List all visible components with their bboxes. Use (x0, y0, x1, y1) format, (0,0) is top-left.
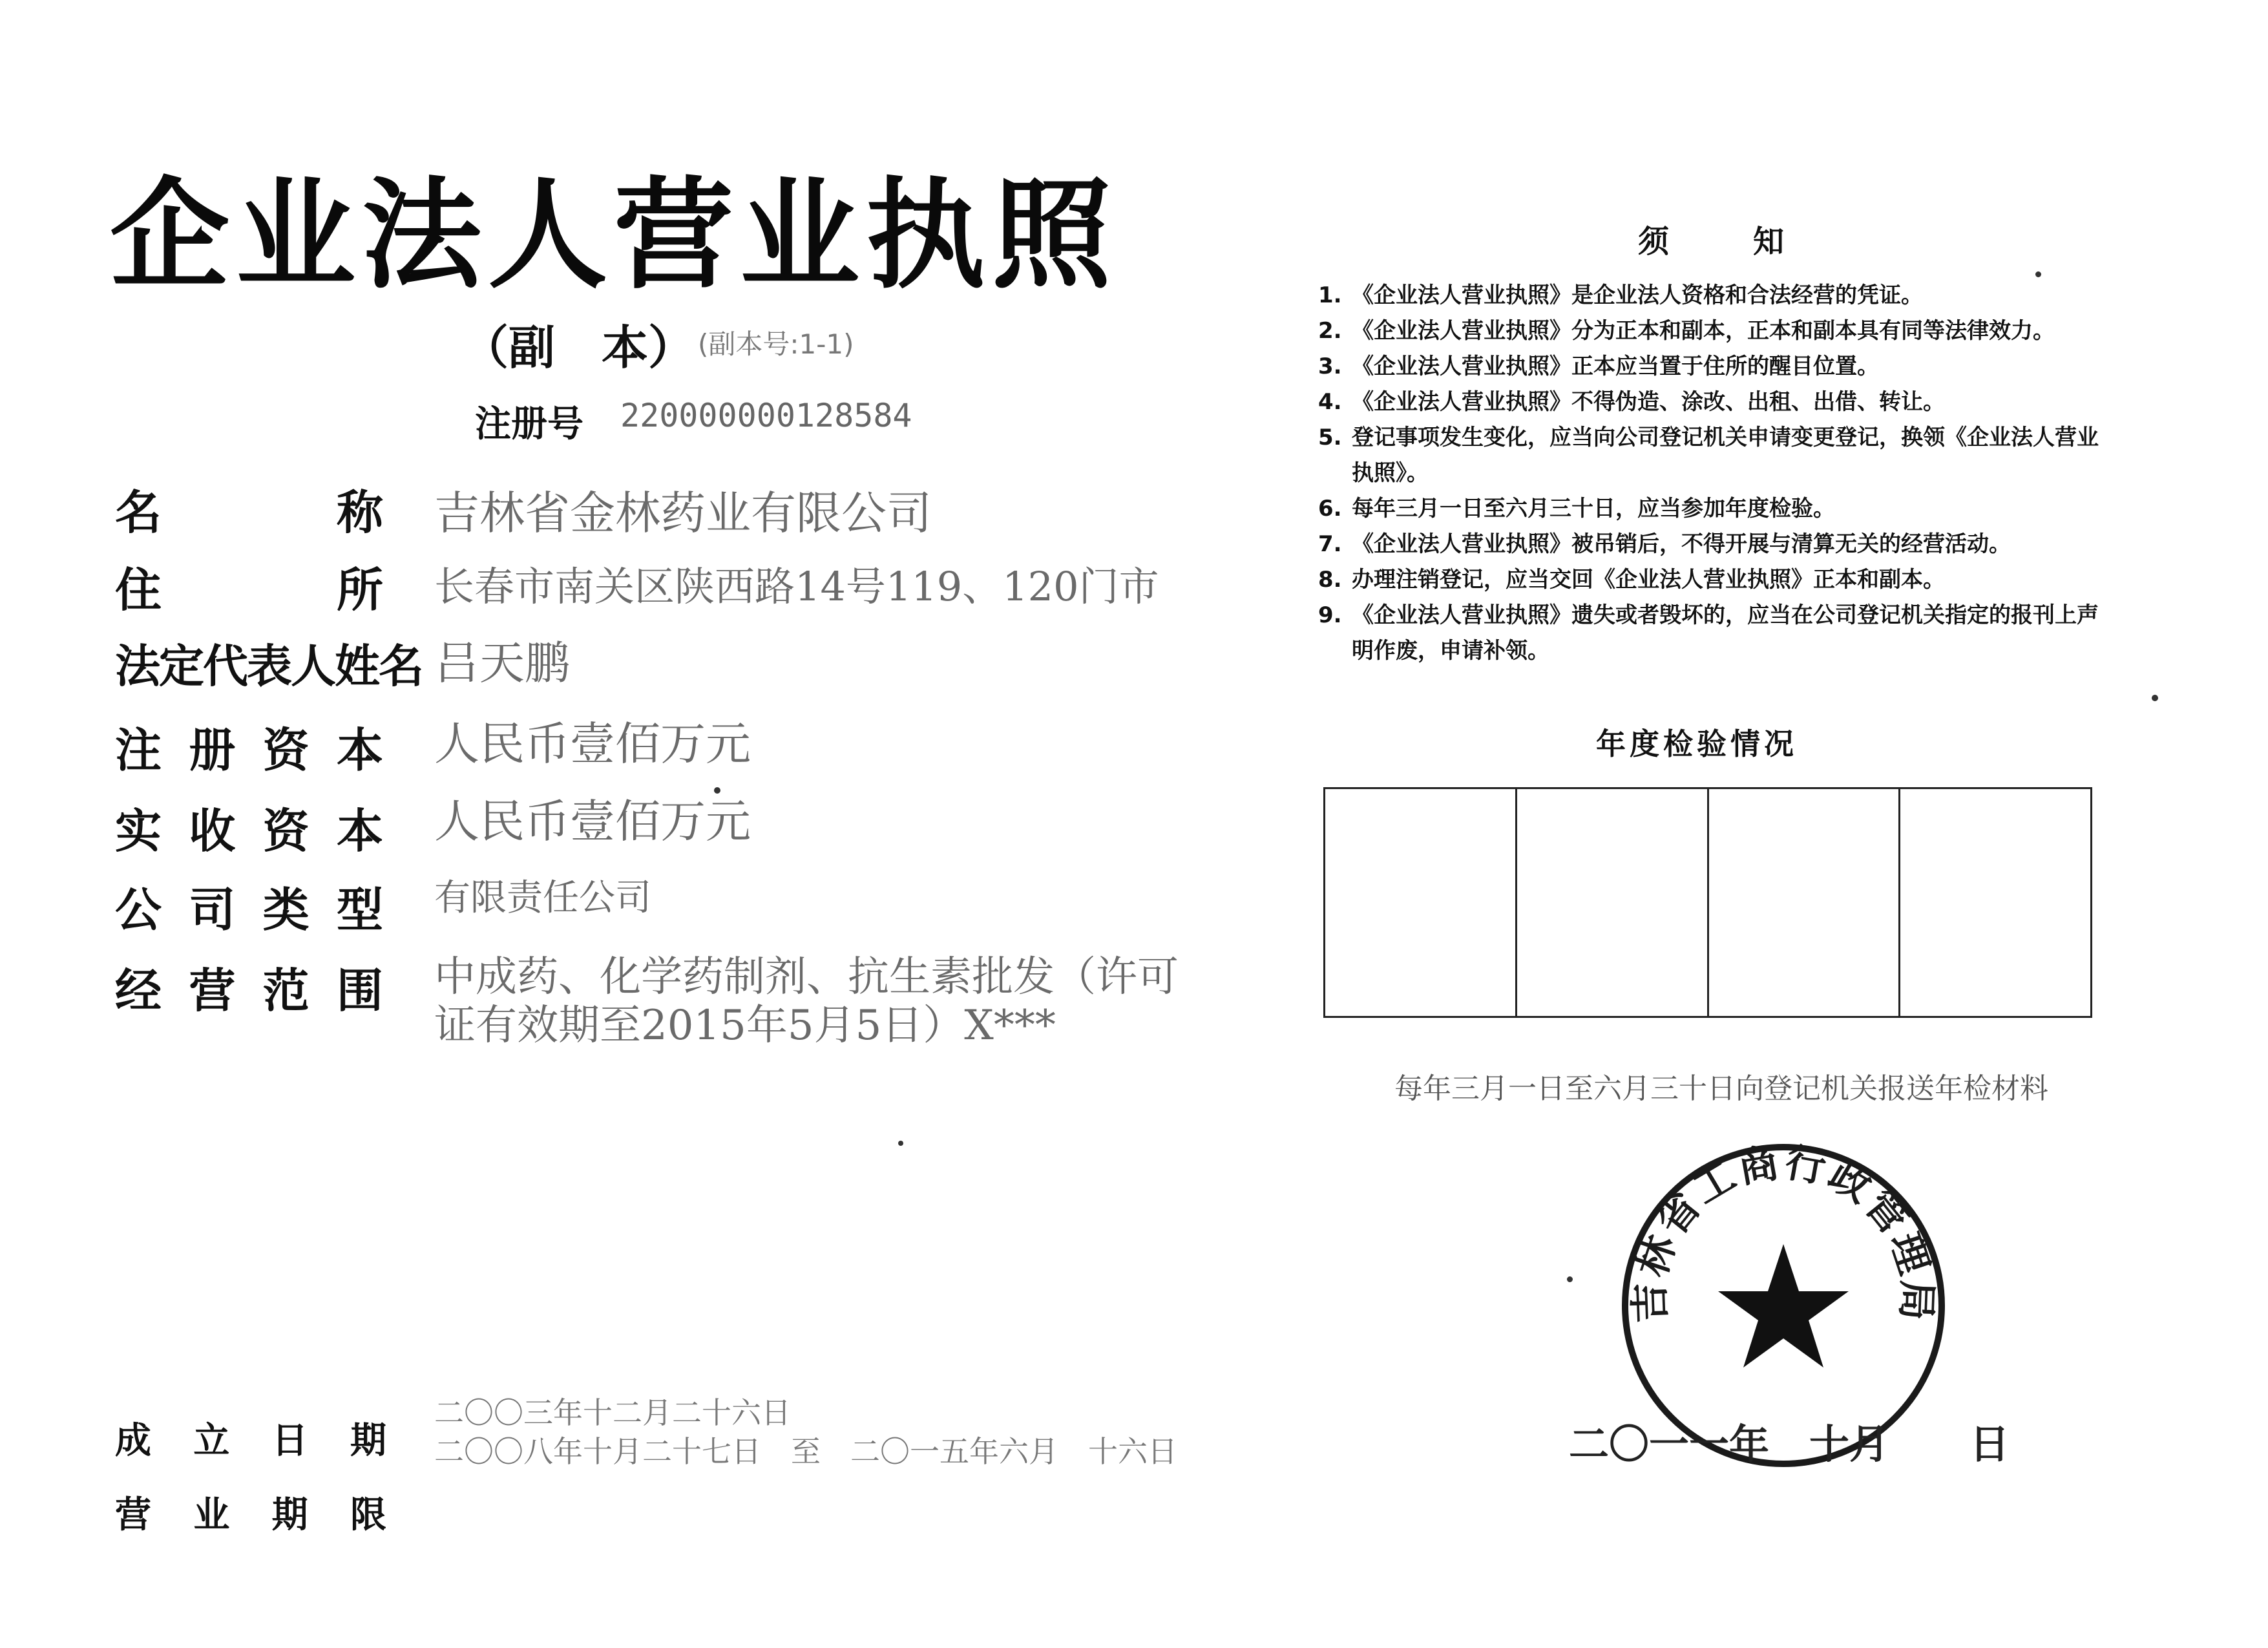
notice-title: 须知 (1638, 224, 1869, 260)
established-value: 二〇〇三年十二月二十六日 (434, 1395, 791, 1430)
copy-number: (副本号:1-1) (698, 328, 854, 360)
inspection-cell (1900, 789, 2090, 1016)
issue-date: 二〇一一年 十月 日 (1569, 1421, 2010, 1468)
copy-label: （副 本） (462, 321, 695, 375)
inspection-cell (1517, 789, 1709, 1016)
address-value: 长春市南关区陕西路14号119、120门市 (434, 563, 1159, 610)
seal-star-icon (1718, 1244, 1849, 1368)
notice-item: 5. 登记事项发生变化，应当向公司登记机关申请变更登记，换领《企业法人营业执照》。 (1318, 425, 2099, 486)
registered-capital-label: 注册资本 (115, 723, 383, 777)
inspection-cell (1709, 789, 1901, 1016)
paid-capital-value: 人民币壹佰万元 (434, 795, 751, 848)
name-label: 名 称 (115, 485, 383, 540)
legal-rep-label: 法定代表人姓名 (115, 640, 423, 693)
scan-speck (2035, 271, 2041, 277)
license-title: 企业法人营业执照 (110, 165, 1118, 305)
scan-speck (2152, 695, 2158, 701)
term-label: 营业期限 (115, 1494, 386, 1536)
term-value: 二〇〇八年十月二十七日 至 二〇一五年六月 十六日 (434, 1434, 1177, 1469)
business-scope-line1: 中成药、化学药制剂、抗生素批发（许可 (434, 953, 1179, 1001)
notice-item: 7. 《企业法人营业执照》被吊销后，不得开展与清算无关的经营活动。 (1318, 531, 2011, 557)
paid-capital-label: 实收资本 (115, 804, 383, 858)
business-scope-label: 经营范围 (115, 964, 383, 1018)
inspection-title: 年度检验情况 (1596, 726, 1798, 761)
company-type-label: 公司类型 (115, 883, 383, 937)
notice-item: 3. 《企业法人营业执照》正本应当置于住所的醒目位置。 (1318, 354, 1879, 379)
notice-item: 9. 《企业法人营业执照》遗失或者毁坏的，应当在公司登记机关指定的报刊上声明作废，申请补领。 (1318, 602, 2099, 664)
inspection-grid (1323, 787, 2092, 1018)
notice-item: 6. 每年三月一日至六月三十日，应当参加年度检验。 (1318, 496, 1835, 522)
svg-text:吉林省工商行政管理局: 吉林省工商行政管理局 (1625, 1138, 1942, 1324)
inspection-cell (1325, 789, 1517, 1016)
legal-rep-value: 吕天鹏 (434, 637, 570, 690)
notice-list (1318, 278, 2119, 669)
established-label: 成立日期 (115, 1420, 386, 1462)
address-label: 住 所 (115, 563, 383, 617)
business-scope-line2: 证有效期至2015年5月5日）X*** (434, 1002, 1056, 1050)
notice-item: 2. 《企业法人营业执照》分为正本和副本，正本和副本具有同等法律效力。 (1318, 318, 2055, 344)
company-type-value: 有限责任公司 (434, 877, 651, 919)
registration-number-label: 注册号 (475, 403, 583, 445)
scan-speck (898, 1141, 903, 1146)
scan-speck (714, 787, 720, 794)
notice-item: 4. 《企业法人营业执照》不得伪造、涂改、出租、出借、转让。 (1318, 389, 1945, 415)
notice-item: 1. 《企业法人营业执照》是企业法人资格和合法经营的凭证。 (1318, 282, 1923, 308)
registration-number-value: 220000000128584 (620, 397, 912, 434)
scan-speck (1567, 1276, 1573, 1282)
notice-item: 8. 办理注销登记，应当交回《企业法人营业执照》正本和副本。 (1318, 567, 1945, 593)
name-value: 吉林省金林药业有限公司 (434, 487, 932, 540)
registered-capital-value: 人民币壹佰万元 (434, 717, 751, 770)
inspection-note: 每年三月一日至六月三十日向登记机关报送年检材料 (1394, 1072, 2048, 1105)
